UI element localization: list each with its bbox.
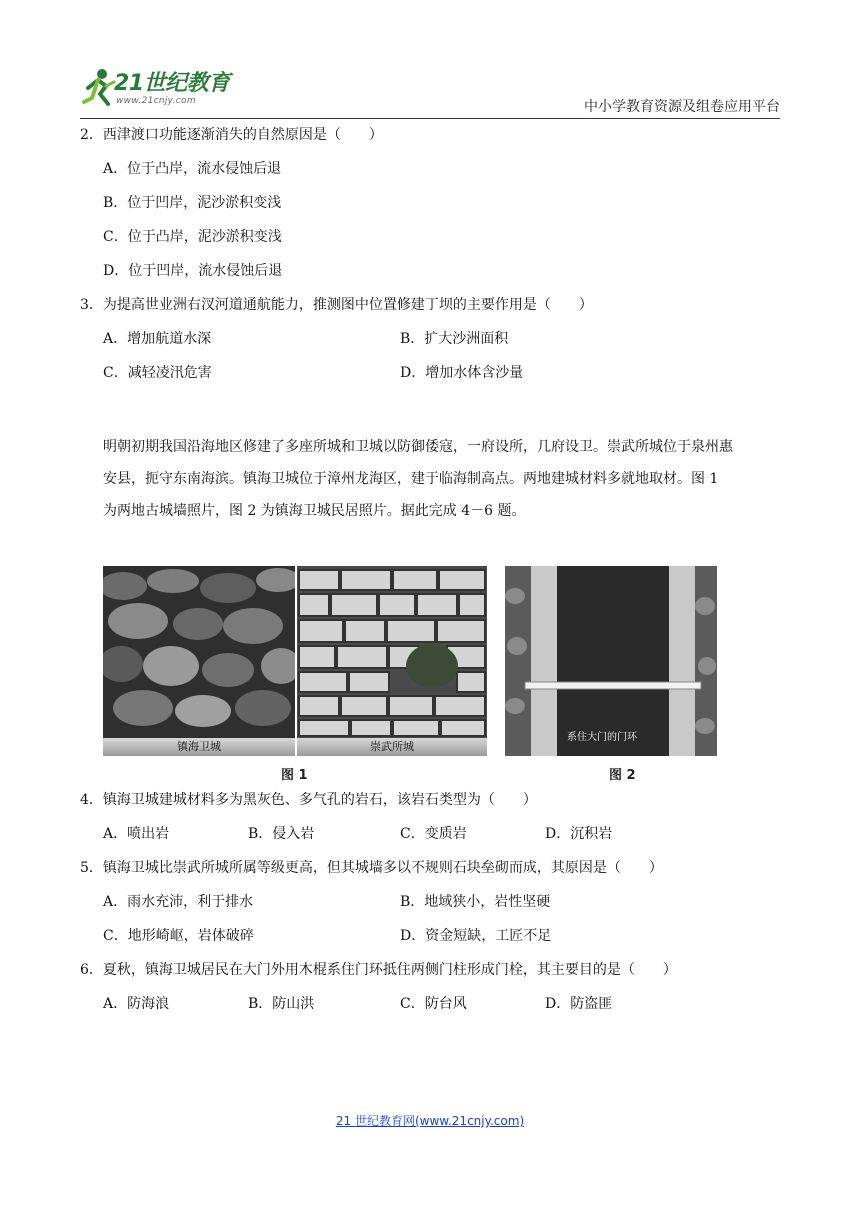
irregular-stones-image bbox=[103, 566, 295, 756]
question-2-stem: 2．西津渡口功能逐渐消失的自然原因是（ ） bbox=[80, 127, 383, 143]
question-2-option-a: A．位于凸岸，流水侵蚀后退 bbox=[103, 161, 282, 177]
question-4-option-d: D．沉积岩 bbox=[545, 826, 613, 842]
question-5-option-c: C．地形崎岖，岩体破碎 bbox=[103, 928, 254, 944]
figure-photos bbox=[103, 566, 717, 782]
question-3-stem: 3．为提高世业洲右汊河道通航能力，推测图中位置修建丁坝的主要作用是（ ） bbox=[80, 297, 593, 313]
passage-line: 安县，扼守东南海滨。镇海卫城位于漳州龙海区，建于临海制高点。两地建城材料多就地取材。图 1 bbox=[103, 471, 719, 487]
site-logo[interactable] bbox=[80, 66, 250, 112]
question-6-option-a: A．防海浪 bbox=[103, 996, 170, 1012]
runner-icon bbox=[80, 68, 116, 108]
passage-line: 为两地古城墙照片，图 2 为镇海卫城民居照片。据此完成 4－6 题。 bbox=[103, 503, 526, 519]
question-6-option-c: C．防台风 bbox=[400, 996, 467, 1012]
header-divider bbox=[80, 118, 780, 119]
question-6-option-b: B．防山洪 bbox=[248, 996, 315, 1012]
question-2-option-d: D．位于凹岸，流水侵蚀后退 bbox=[103, 263, 283, 279]
question-3-option-d: D．增加水体含沙量 bbox=[400, 365, 524, 381]
logo-url: www.21cnjy.com bbox=[116, 96, 196, 106]
zhenhai-wall-photo bbox=[103, 566, 295, 756]
question-5-option-d: D．资金短缺，工匠不足 bbox=[400, 928, 552, 944]
figure-1-label: 图 1 bbox=[281, 768, 308, 783]
question-4-stem: 4．镇海卫城建城材料多为黑灰色、多气孔的岩石，该岩石类型为（ ） bbox=[80, 792, 537, 808]
question-2-option-c: C．位于凸岸，泥沙淤积变浅 bbox=[103, 229, 282, 245]
photo-caption: 崇武所城 bbox=[297, 738, 487, 756]
photo-caption: 系住大门的门环 bbox=[567, 732, 637, 743]
logo-text: 21世纪教育 bbox=[114, 71, 230, 96]
question-4-option-b: B．侵入岩 bbox=[248, 826, 315, 842]
photo-caption: 镇海卫城 bbox=[103, 738, 295, 756]
chongwu-wall-photo bbox=[297, 566, 487, 756]
reading-passage bbox=[103, 431, 780, 527]
platform-name: 中小学教育资源及组卷应用平台 bbox=[584, 99, 780, 115]
passage-line: 明朝初期我国沿海地区修建了多座所城和卫城以防御倭寇，一府设所，几府设卫。崇武所城位于泉州惠 bbox=[103, 439, 733, 455]
figure-2-label: 图 2 bbox=[609, 768, 636, 783]
page-header bbox=[80, 62, 780, 118]
question-4-option-c: C．变质岩 bbox=[400, 826, 467, 842]
question-5-option-b: B．地域狭小，岩性坚硬 bbox=[400, 894, 551, 910]
question-3-option-b: B．扩大沙洲面积 bbox=[400, 331, 509, 347]
door-photo bbox=[505, 566, 717, 756]
stone-blocks-image bbox=[297, 566, 487, 756]
question-6-stem: 6．夏秋，镇海卫城居民在大门外用木棍系住门环抵住两侧门柱形成门栓，其主要目的是（ ） bbox=[80, 962, 677, 978]
question-2-option-b: B．位于凹岸，泥沙淤积变浅 bbox=[103, 195, 282, 211]
footer-link[interactable]: 21 世纪教育网(www.21cnjy.com) bbox=[335, 1114, 525, 1128]
question-3-option-a: A．增加航道水深 bbox=[103, 331, 212, 347]
question-3-option-c: C．减轻凌汛危害 bbox=[103, 365, 212, 381]
question-5-option-a: A．雨水充沛，利于排水 bbox=[103, 894, 254, 910]
question-6-option-d: D．防盗匪 bbox=[545, 996, 613, 1012]
question-5-stem: 5．镇海卫城比崇武所城所属等级更高，但其城墙多以不规则石块垒砌而成，其原因是（ ） bbox=[80, 860, 663, 876]
question-4-option-a: A．喷出岩 bbox=[103, 826, 170, 842]
